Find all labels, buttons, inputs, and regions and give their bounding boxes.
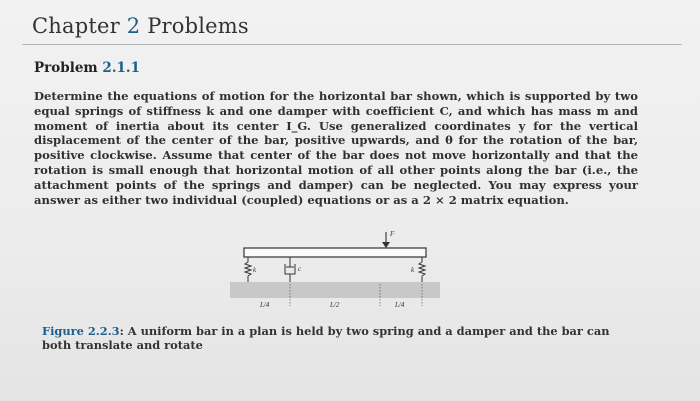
chapter-number: 2 xyxy=(126,14,141,38)
force-arrowhead xyxy=(382,242,390,248)
chapter-prefix: Chapter xyxy=(32,14,127,38)
dim-label-1: L/4 xyxy=(260,301,270,309)
problem-prefix: Problem xyxy=(34,60,103,76)
bar-diagram xyxy=(230,226,440,316)
figure-caption-text: : A uniform bar in a plan is held by two spring and a damper and the bar can both translate and rotate xyxy=(42,324,610,352)
spring-right-label: k xyxy=(411,266,415,274)
figure-caption xyxy=(42,324,642,352)
chapter-heading xyxy=(32,14,249,38)
problem-statement: Determine the equations of motion for the horizontal bar shown, which is supported by two equal springs of stiffness k and one damper with coefficient C, and which has mass m and moment of inertia about its center I_G. Use generalized coordinates y for the vertical displacement of the center of the bar, positive upwards, and θ for the rotation of the bar, positive clockwise. Assume that center of the bar does not move horizontally and that the rotation is small enough that horizontal motion of all other points along the bar (i.e., the attachment points of the springs and damper) can be neglected. You may express your answer as either two individual (coupled) equations or as a 2 × 2 matrix equation. xyxy=(34,89,638,207)
force-label: F xyxy=(390,230,395,238)
dim-label-3: L/4 xyxy=(395,301,405,309)
spring-left-label: k xyxy=(253,266,257,274)
horizontal-bar xyxy=(244,248,426,257)
ground-strip xyxy=(230,282,440,298)
bar-figure xyxy=(230,226,440,316)
spring-left xyxy=(245,262,251,276)
dim-label-2: L/2 xyxy=(330,301,340,309)
problem-number: 2.1.1 xyxy=(102,60,141,76)
problem-heading xyxy=(34,60,140,76)
figure-caption-label: Figure 2.2.3 xyxy=(42,324,120,338)
spring-right xyxy=(419,262,425,276)
damper-label: c xyxy=(298,265,302,273)
chapter-suffix: Problems xyxy=(140,14,249,38)
heading-divider xyxy=(22,44,682,45)
